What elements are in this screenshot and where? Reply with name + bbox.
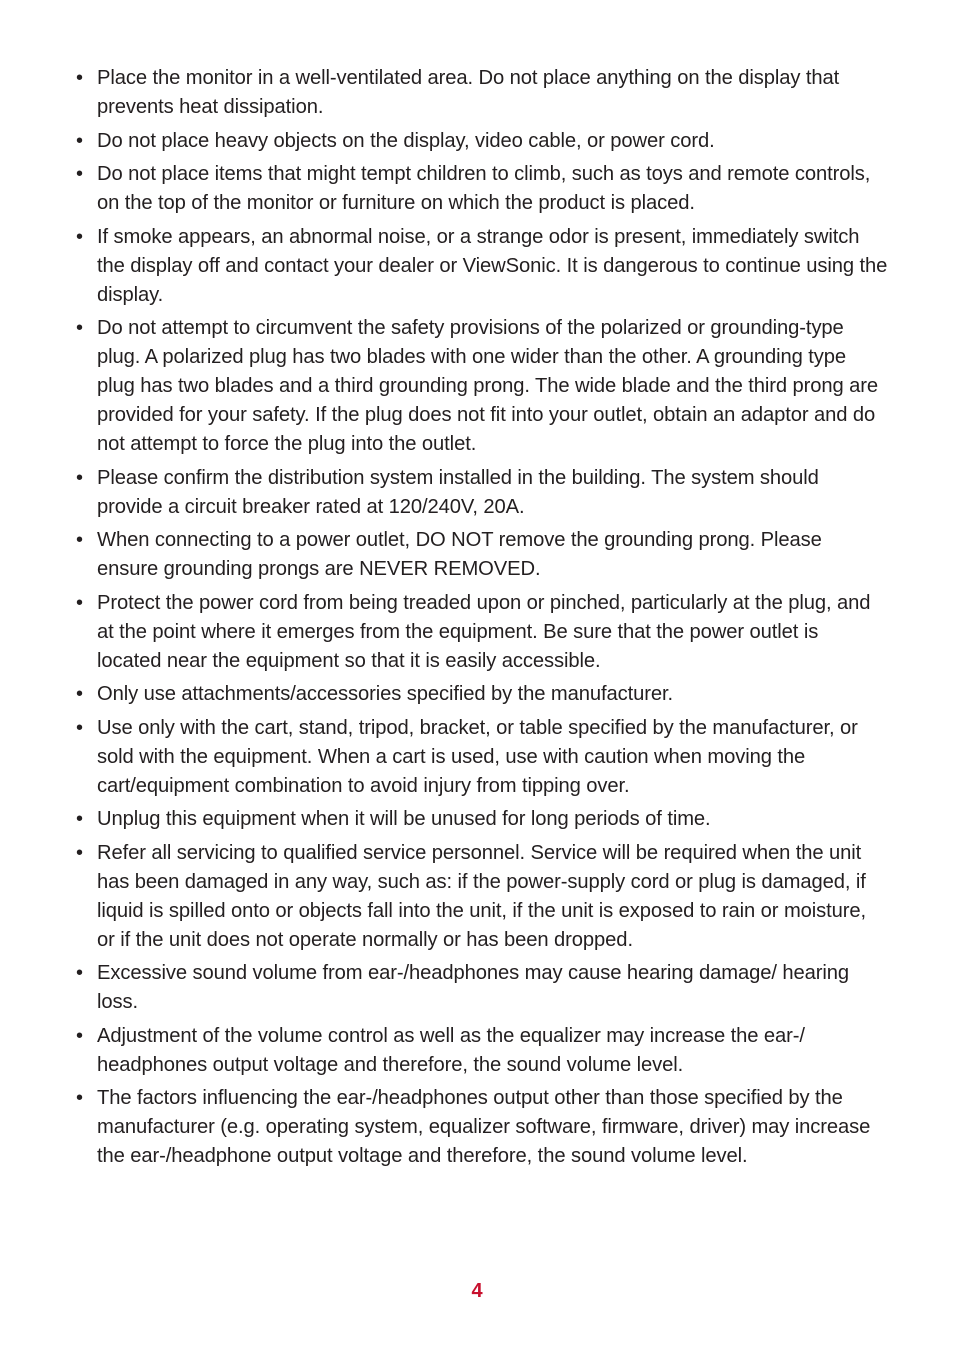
bullet-icon: • — [76, 67, 83, 89]
bullet-text: Use only with the cart, stand, tripod, bracket, or table specified by the manufacturer, or sold with the equipment. When a cart is used, use with caution when moving the cart/equipment combination to avoid injury from tipping over. — [97, 716, 858, 797]
bullet-icon: • — [76, 529, 83, 551]
bullet-item — [76, 223, 888, 310]
bullet-icon: • — [76, 683, 83, 705]
bullet-icon: • — [76, 129, 83, 152]
bullet-item — [76, 526, 888, 584]
bullet-item — [76, 160, 888, 218]
bullet-icon: • — [76, 841, 83, 864]
bullet-text: Only use attachments/accessories specified by the manufacturer. — [97, 683, 674, 705]
bullet-text: When connecting to a power outlet, DO NOT remove the grounding prong. Please ensure grounding prongs are NEVER REMOVED. — [97, 529, 822, 580]
bullet-text: Unplug this equipment when it will be unused for long periods of time. — [97, 808, 711, 830]
bullet-icon: • — [76, 716, 83, 739]
safety-bullet-list — [76, 64, 888, 1176]
bullet-text: Excessive sound volume from ear-/headphones may cause hearing damage/ hearing loss. — [97, 962, 850, 1013]
bullet-item — [76, 680, 888, 709]
bullet-item — [76, 64, 888, 122]
bullet-icon: • — [76, 163, 83, 185]
bullet-text: Adjustment of the volume control as well as the equalizer may increase the ear-/ headphones output voltage and therefore, the sound volume level. — [97, 1024, 805, 1076]
bullet-text: Do not place heavy objects on the display, video cable, or power cord. — [97, 129, 715, 152]
bullet-icon: • — [76, 466, 83, 489]
bullet-item — [76, 589, 888, 676]
bullet-text: Please confirm the distribution system installed in the building. The system should provide a circuit breaker rated at 120/240V, 20A. — [97, 466, 819, 518]
bullet-icon: • — [76, 225, 83, 248]
bullet-item — [76, 805, 888, 834]
bullet-item — [76, 839, 888, 955]
bullet-item — [76, 1084, 888, 1171]
bullet-item — [76, 959, 888, 1017]
bullet-item — [76, 1022, 888, 1080]
bullet-text: The factors influencing the ear-/headphones output other than those specified by the manufacturer (e.g. operating system, equalizer software, firmware, driver) may increase the ear-/headphone output voltage and therefore, the sound volume level. — [97, 1087, 871, 1167]
bullet-icon: • — [76, 1087, 83, 1109]
page-number: 4 — [471, 1280, 483, 1302]
bullet-icon: • — [76, 962, 83, 984]
bullet-text: Protect the power cord from being treaded upon or pinched, particularly at the plug, and at the point where it emerges from the equipment. Be sure that the power outlet is located near the equipment so that it is easily accessible. — [97, 591, 871, 672]
bullet-item — [76, 714, 888, 801]
bullet-text: Do not attempt to circumvent the safety provisions of the polarized or grounding-type plug. A polarized plug has two blades with one wider than the other. A grounding type plug has two blades and a third grounding prong. The wide blade and the third prong are provided for your safety. If the plug does not fit into your outlet, obtain an adaptor and do not attempt to force the plug into the outlet. — [97, 317, 879, 455]
bullet-text: Refer all servicing to qualified service personnel. Service will be required when the unit has been damaged in any way, such as: if the power-supply cord or plug is damaged, if liquid is spilled onto or objects fall into the unit, if the unit is exposed to rain or moisture, or if the unit does not operate normally or has been dropped. — [97, 841, 867, 951]
bullet-text: Place the monitor in a well-ventilated area. Do not place anything on the display that prevents heat dissipation. — [97, 67, 840, 118]
bullet-icon: • — [76, 1024, 83, 1047]
bullet-item — [76, 464, 888, 522]
bullet-text: If smoke appears, an abnormal noise, or a strange odor is present, immediately switch the display off and contact your dealer or ViewSonic. It is dangerous to continue using the display. — [97, 225, 888, 306]
bullet-icon: • — [76, 317, 83, 339]
bullet-icon: • — [76, 808, 83, 830]
bullet-item — [76, 127, 888, 156]
bullet-text: Do not place items that might tempt children to climb, such as toys and remote controls, on the top of the monitor or furniture on which the product is placed. — [97, 163, 871, 214]
bullet-icon: • — [76, 591, 83, 614]
bullet-item — [76, 314, 888, 459]
